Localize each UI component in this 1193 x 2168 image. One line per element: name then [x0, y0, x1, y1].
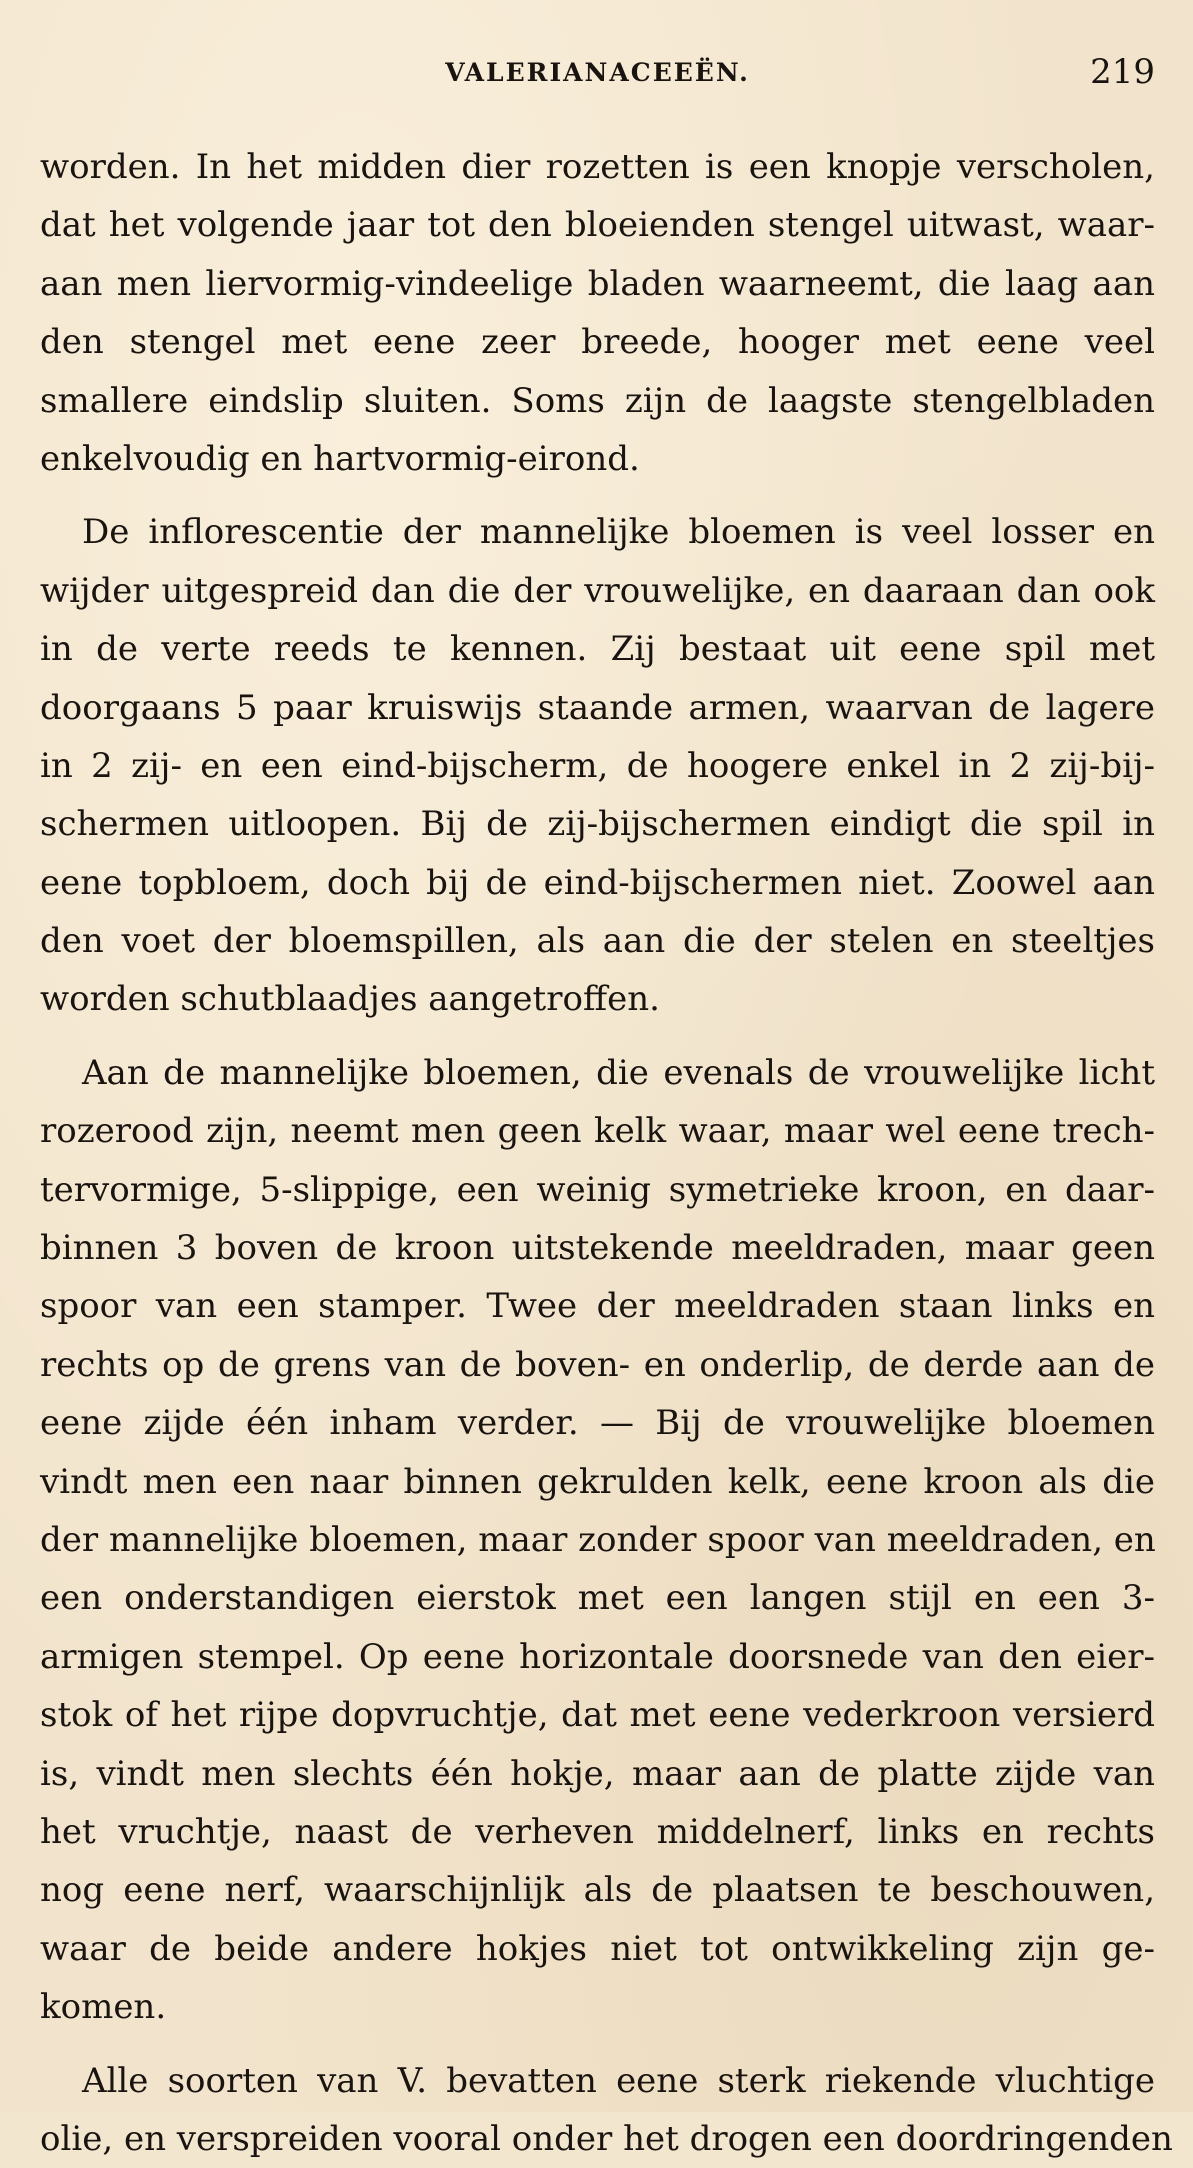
- text-line: in 2 zij- en een eind-bijscherm, de hoogere enkel in 2 zij-bij-: [40, 737, 1155, 795]
- paragraph-3: [40, 1044, 1155, 2037]
- paragraph-2: [40, 503, 1155, 1029]
- text-line: stok of het rijpe dopvruchtje, dat met eene vederkroon versierd: [40, 1686, 1155, 1744]
- text-line: nog eene nerf, waarschijnlijk als de plaatsen te beschouwen,: [40, 1861, 1155, 1919]
- paragraph-4: [40, 2052, 1155, 2168]
- body-text: [40, 138, 1155, 2168]
- page-number: 219: [1090, 52, 1155, 92]
- text-line: den voet der bloemspillen, als aan die der stelen en steeltjes: [40, 912, 1155, 970]
- text-line: rechts op de grens van de boven- en onderlip, de derde aan de: [40, 1336, 1155, 1394]
- text-line: vindt men een naar binnen gekrulden kelk, eene kroon als die: [40, 1453, 1155, 1511]
- text-line: olie, en verspreiden vooral onder het drogen een doordringenden: [40, 2110, 1155, 2168]
- text-line: worden schutblaadjes aangetroffen.: [40, 970, 1155, 1028]
- page-header: [40, 52, 1155, 102]
- text-line: aan men liervormig-vindeelige bladen waarneemt, die laag aan: [40, 255, 1155, 313]
- text-line: Alle soorten van V. bevatten eene sterk riekende vluchtige: [40, 2052, 1155, 2110]
- running-head: VALERIANACEEËN.: [40, 58, 1155, 87]
- text-line: komen.: [40, 1978, 1155, 2036]
- text-line: enkelvoudig en hartvormig-eirond.: [40, 430, 1155, 488]
- text-line: spoor van een stamper. Twee der meeldraden staan links en: [40, 1277, 1155, 1335]
- text-line: in de verte reeds te kennen. Zij bestaat uit eene spil met: [40, 620, 1155, 678]
- text-line: armigen stempel. Op eene horizontale doorsnede van den eier-: [40, 1628, 1155, 1686]
- text-line: der mannelijke bloemen, maar zonder spoor van meeldraden, en: [40, 1511, 1155, 1569]
- text-line: binnen 3 boven de kroon uitstekende meeldraden, maar geen: [40, 1219, 1155, 1277]
- text-line: waar de beide andere hokjes niet tot ontwikkeling zijn ge-: [40, 1920, 1155, 1978]
- text-line: den stengel met eene zeer breede, hooger met eene veel: [40, 313, 1155, 371]
- text-line: eene zijde één inham verder. — Bij de vrouwelijke bloemen: [40, 1394, 1155, 1452]
- text-line: is, vindt men slechts één hokje, maar aan de platte zijde van: [40, 1745, 1155, 1803]
- text-line: dat het volgende jaar tot den bloeienden stengel uitwast, waar-: [40, 196, 1155, 254]
- text-line: smallere eindslip sluiten. Soms zijn de laagste stengelbladen: [40, 372, 1155, 430]
- text-line: doorgaans 5 paar kruiswijs staande armen, waarvan de lagere: [40, 679, 1155, 737]
- text-line: het vruchtje, naast de verheven middelnerf, links en rechts: [40, 1803, 1155, 1861]
- text-line: worden. In het midden dier rozetten is een knopje verscholen,: [40, 138, 1155, 196]
- text-line: een onderstandigen eierstok met een langen stijl en een 3-: [40, 1569, 1155, 1627]
- text-line: wijder uitgespreid dan die der vrouwelijke, en daaraan dan ook: [40, 562, 1155, 620]
- text-line: Aan de mannelijke bloemen, die evenals de vrouwelijke licht: [40, 1044, 1155, 1102]
- text-line: rozerood zijn, neemt men geen kelk waar, maar wel eene trech-: [40, 1102, 1155, 1160]
- text-line: eene topbloem, doch bij de eind-bijschermen niet. Zoowel aan: [40, 854, 1155, 912]
- paragraph-1: [40, 138, 1155, 488]
- text-line: tervormige, 5-slippige, een weinig symetrieke kroon, en daar-: [40, 1161, 1155, 1219]
- text-line: schermen uitloopen. Bij de zij-bijschermen eindigt die spil in: [40, 795, 1155, 853]
- text-line: De infloresc​entie der mannelijke bloemen is veel losser en: [40, 503, 1155, 561]
